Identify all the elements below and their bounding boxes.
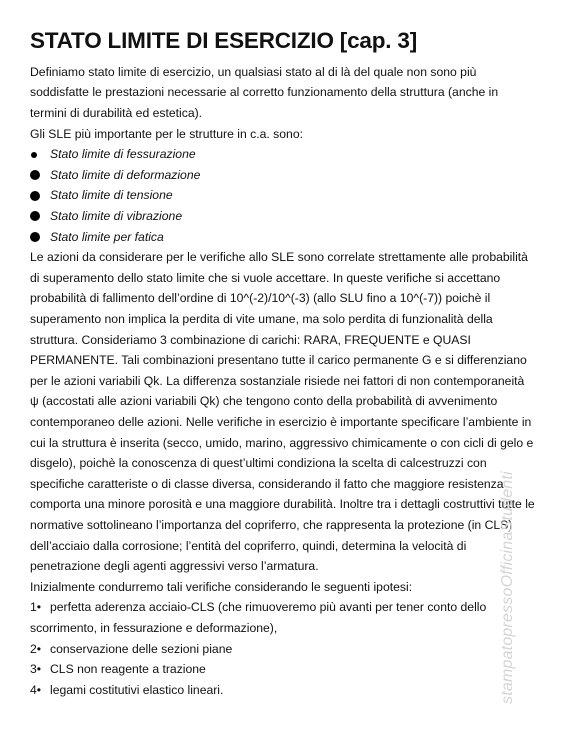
list-item-label: Stato limite di fessurazione: [50, 147, 196, 162]
document-page: [30, 28, 542, 700]
list-item: [30, 639, 542, 660]
list-item: [30, 144, 542, 165]
bullet-dot-icon: [31, 152, 37, 158]
body-line: ψ (accostati alle azioni variabili Qk) che tengono conto della probabilità di avvenimento: [30, 394, 498, 409]
body-line: cui la struttura è inserita (secco, umido, marino, aggressivo chimicamente o con cicli di gelo e: [30, 435, 534, 450]
bullet-dot-icon: [30, 211, 40, 221]
watermark: stampatopressoOfficinaStudenti: [499, 471, 516, 704]
intro-line: Definiamo stato limite di esercizio, un qualsiasi stato al di là del quale non sono più: [30, 64, 477, 79]
list-item-label: Stato limite per fatica: [50, 229, 164, 244]
list-item-line: CLS non reagente a trazione: [50, 662, 206, 677]
body-line: normative sottolineano l’importanza del copriferro, che rappresenta la protezione (in CLS): [30, 517, 513, 532]
body-line: dell’acciaio dalla corrosione; l’entità del copriferro, quindi, determina la velocità di: [30, 538, 467, 553]
intro-line: Gli SLE più importante per le strutture in c.a. sono:: [30, 126, 303, 141]
list-number: 2•: [30, 641, 42, 656]
sle-list: [30, 144, 542, 247]
list-item-line: conservazione delle sezioni piane: [50, 641, 233, 656]
body-line: Inizialmente condurremo tali verifiche considerando le seguenti ipotesi:: [30, 579, 413, 594]
body-line: specifiche caratteriste o di classe diversa, considerando il fatto che maggiore resistenza: [30, 476, 504, 491]
body-line: contemporaneo delle azioni. Nelle verifiche in esercizio è importante specificare l’ambiente in: [30, 414, 532, 429]
intro-line: soddisfatte le prestazioni necessarie al corretto funzionamento della struttura (anche in: [30, 85, 499, 100]
list-item: [30, 185, 542, 206]
list-item-line: legami costitutivi elastico lineari.: [50, 682, 224, 697]
list-item: [30, 227, 542, 248]
list-item-line: scorrimento, in fessurazione e deformazione),: [30, 620, 278, 635]
body-line: Le azioni da considerare per le verifiche allo SLE sono correlate strettamente alle probabilità: [30, 250, 528, 265]
bullet-dot-icon: [30, 170, 40, 180]
body-line: struttura. Consideriamo 3 combinazione di carichi: RARA, FREQUENTE e QUASI: [30, 332, 471, 347]
list-item-label: Stato limite di tensione: [50, 188, 173, 203]
body-line: penetrazione degli agenti aggressivi verso l’armatura.: [30, 559, 319, 574]
list-item-label: Stato limite di deformazione: [50, 167, 201, 182]
list-item-line: perfetta aderenza acciaio-CLS (che rimuoveremo più avanti per tener conto dello: [50, 600, 487, 615]
list-item-continuation: [30, 618, 542, 639]
list-number: 1•: [30, 600, 42, 615]
list-number: 3•: [30, 662, 42, 677]
body-line: probabilità di fallimento dell’ordine di 10^(-2)/10^(-3) (allo SLU fino a 10^(-7)) poichè il: [30, 291, 491, 306]
body-line: PERMANENTE. Tali combinazioni presentano tutte il carico permanente G e si differenziano: [30, 353, 527, 368]
intro-line: termini di durabilità ed estetica).: [30, 106, 203, 121]
body-line: comporta una minore porosità e una maggiore durabilità. Inoltre tra i dettagli costruttivi tutte le: [30, 497, 535, 512]
list-item: [30, 165, 542, 186]
page-title: STATO LIMITE DI ESERCIZIO [cap. 3]: [30, 28, 417, 53]
bullet-dot-icon: [30, 191, 40, 201]
hypotheses-list: [30, 597, 542, 700]
body-line: di superamento dello stato limite che si vuole accettare. In queste verifiche si accettano: [30, 270, 501, 285]
body-line: disgelo), poichè la conoscenza di quest’ultimi condiziona la scelta di calcestruzzi con: [30, 456, 487, 471]
list-number: 4•: [30, 682, 42, 697]
list-item: [30, 597, 542, 618]
body-line: per le azioni variabili Qk. La differenza sostanziale risiede nei fattori di non contemporaneità: [30, 373, 525, 388]
body-line: superamento non implica la perdita di vite umane, ma solo perdita di funzionalità della: [30, 312, 493, 326]
list-item: [30, 206, 542, 227]
list-item: [30, 680, 542, 701]
bullet-dot-icon: [30, 232, 40, 242]
intro-paragraph: [30, 62, 542, 144]
list-item-label: Stato limite di vibrazione: [50, 209, 183, 224]
list-item: [30, 659, 542, 680]
body-paragraph: [30, 247, 542, 597]
